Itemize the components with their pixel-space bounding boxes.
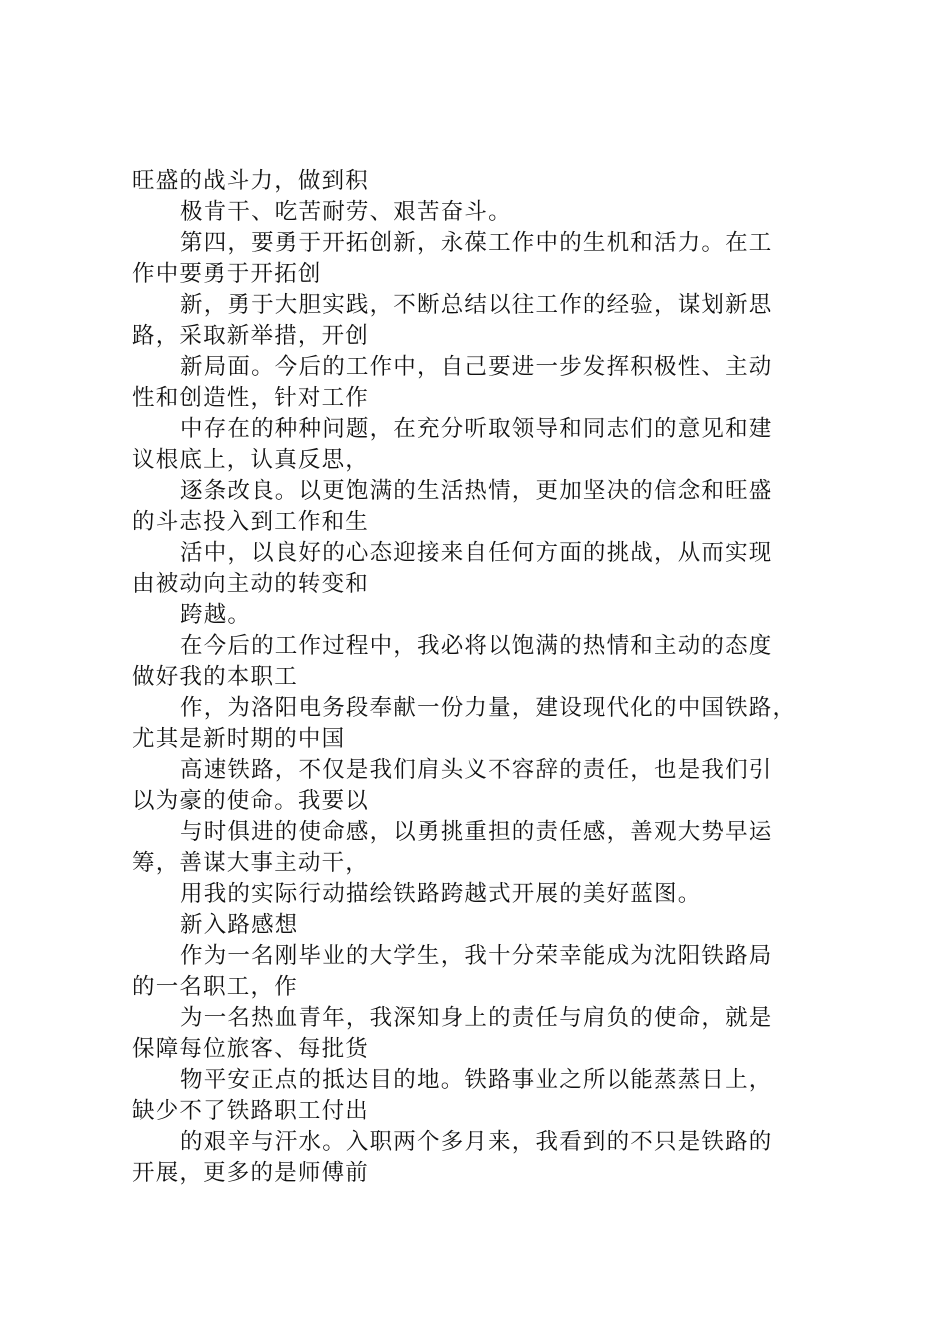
document-body xyxy=(132,166,832,1189)
text-line: 缺少不了铁路职工付出 xyxy=(132,1098,370,1124)
text-line: 保障每位旅客、每批货 xyxy=(132,1036,370,1062)
text-line: 高速铁路，不仅是我们肩头义不容辞的责任，也是我们引 xyxy=(180,757,773,783)
text-line: 作，为洛阳电务段奉献一份力量，建设现代化的中国铁路， xyxy=(180,695,797,721)
text-line: 与时俱进的使命感，以勇挑重担的责任感，善观大势早运 xyxy=(180,819,773,845)
text-line: 的斗志投入到工作和生 xyxy=(132,509,370,535)
text-line: 作中要勇于开拓创 xyxy=(132,261,322,287)
text-line: 做好我的本职工 xyxy=(132,664,298,690)
text-line: 以为豪的使命。我要以 xyxy=(132,788,370,814)
text-line: 议根底上，认真反思， xyxy=(132,447,370,473)
text-line: 旺盛的战斗力，做到积 xyxy=(132,168,370,194)
text-line: 跨越。 xyxy=(180,602,252,628)
text-line: 作为一名刚毕业的大学生，我十分荣幸能成为沈阳铁路局 xyxy=(180,943,773,969)
text-line: 用我的实际行动描绘铁路跨越式开展的美好蓝图。 xyxy=(180,881,702,907)
text-line: 筹，善谋大事主动干， xyxy=(132,850,370,876)
text-line: 为一名热血青年，我深知身上的责任与肩负的使命，就是 xyxy=(180,1005,773,1031)
text-line: 新入路感想 xyxy=(180,912,299,938)
text-line: 新局面。今后的工作中，自己要进一步发挥积极性、主动 xyxy=(180,354,773,380)
text-line: 的艰辛与汗水。入职两个多月来，我看到的不只是铁路的 xyxy=(180,1129,773,1155)
text-line: 开展，更多的是师傅前 xyxy=(132,1160,370,1186)
text-line: 第四，要勇于开拓创新，永葆工作中的生机和活力。在工 xyxy=(180,230,773,256)
text-line: 逐条改良。以更饱满的生活热情，更加坚决的信念和旺盛 xyxy=(180,478,773,504)
text-line: 由被动向主动的转变和 xyxy=(132,571,370,597)
text-line: 的一名职工，作 xyxy=(132,974,298,1000)
text-line: 中存在的种种问题，在充分听取领导和同志们的意见和建 xyxy=(180,416,773,442)
text-line: 尤其是新时期的中国 xyxy=(132,726,346,752)
text-line: 在今后的工作过程中，我必将以饱满的热情和主动的态度 xyxy=(180,633,773,659)
text-line: 活中，以良好的心态迎接来自任何方面的挑战，从而实现 xyxy=(180,540,773,566)
text-line: 路，采取新举措，开创 xyxy=(132,323,370,349)
text-line: 性和创造性，针对工作 xyxy=(132,385,370,411)
text-line: 新，勇于大胆实践，不断总结以往工作的经验，谋划新思 xyxy=(180,292,773,318)
text-line: 极肯干、吃苦耐劳、艰苦奋斗。 xyxy=(180,199,512,225)
text-line: 物平安正点的抵达目的地。铁路事业之所以能蒸蒸日上， xyxy=(180,1067,773,1093)
